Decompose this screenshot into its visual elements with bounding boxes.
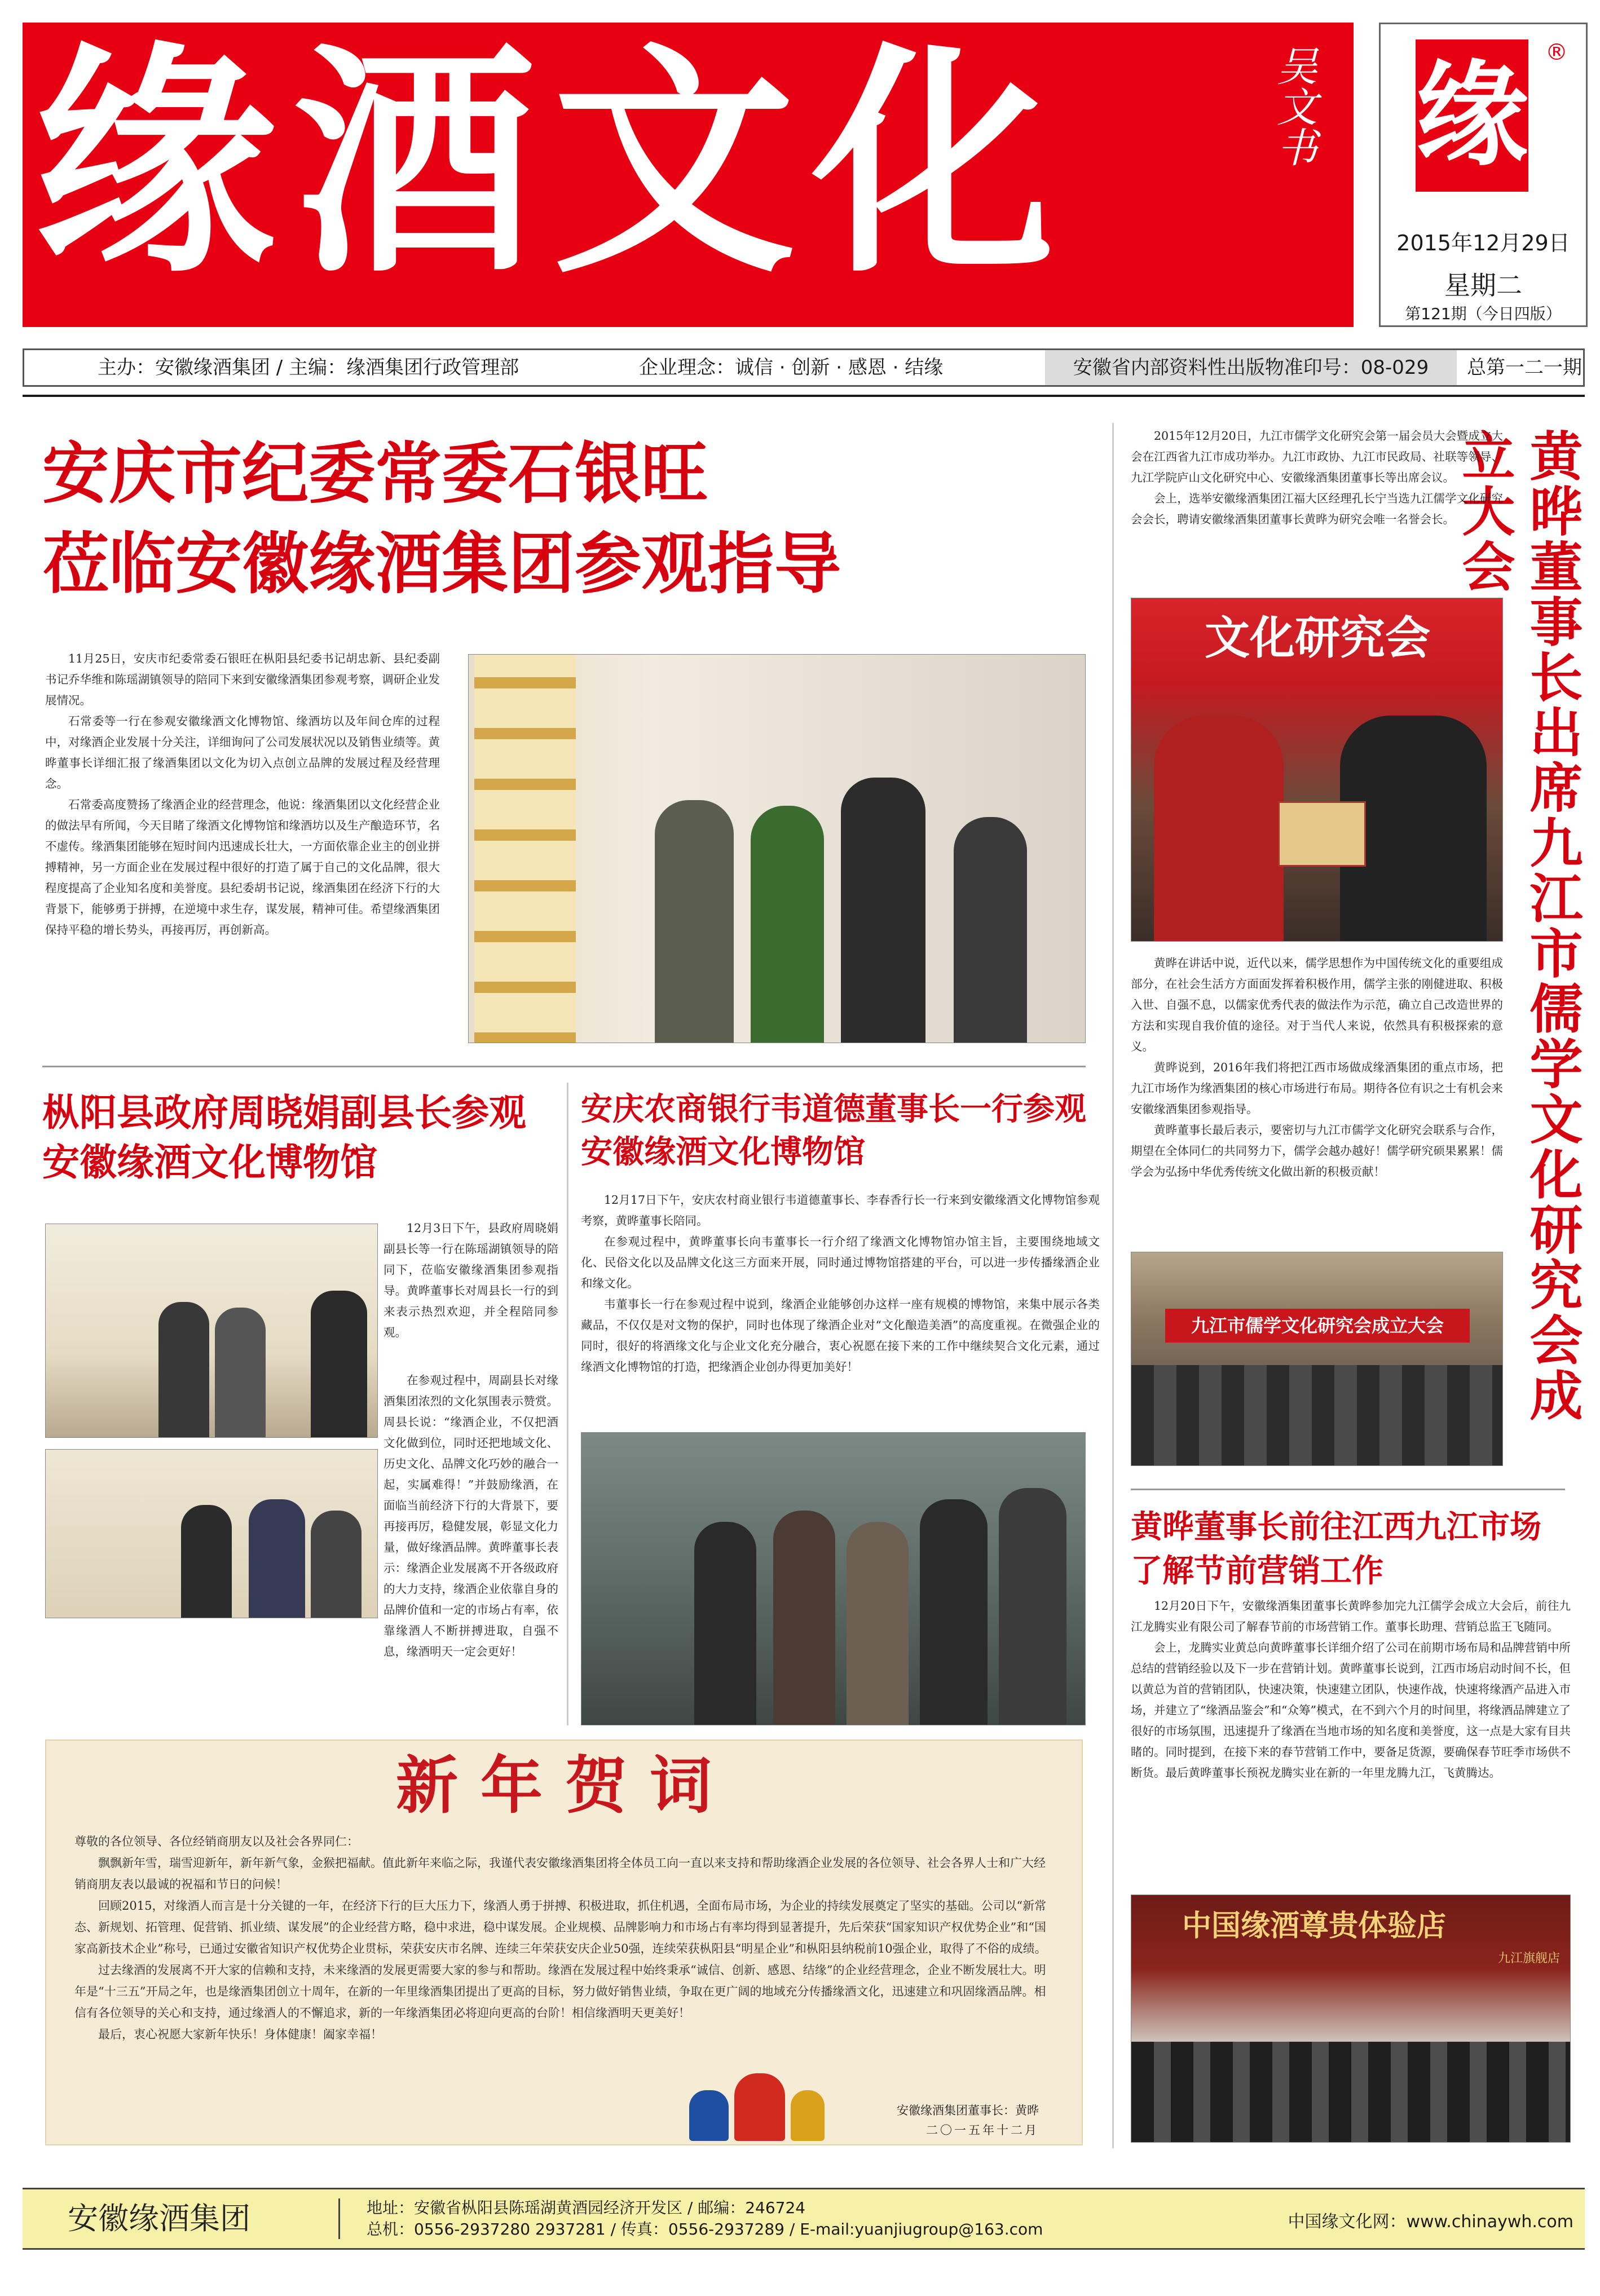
article5-photo-store [1131,1895,1571,2143]
article5-paragraph: 12月20日下午，安徽缘酒集团董事长黄晔参加完九江儒学会成立大会后，前往九江龙腾实业有限公司了解春节前的市场营销工作。董事长助理、营销总监王飞随同。 [1131,1599,1571,1633]
article3-paragraph: 12月17日下午，安庆农村商业银行韦道德董事长、李春香行长一行来到安徽缘酒文化博物馆参观考察，黄晔董事长陪同。 [581,1193,1100,1228]
banner-text: 九江市儒学文化研究会成立大会 [1165,1309,1470,1343]
store-sign: 中国缘酒尊贵体验店 [1182,1909,1447,1943]
article2-paragraph: 12月3日下午，县政府周晓娟副县长等一行在陈瑶湖镇领导的陪同下，莅临安徽缘酒集团参观指导。黄晔董事长对周县长一行的到来表示热烈欢迎，并全程陪同参观。 [384,1221,558,1339]
article1-paragraph: 11月25日，安庆市纪委常委石银旺在枞阳县纪委书记胡忠新、县纪委副书记乔华维和陈瑶湖镇领导的陪同下来到安徽缘酒集团参观考察，调研企业发展情况。 [45,652,440,707]
article4-vertical-headline: 黄晔董事长出席九江市儒学文化研究会成立大会 [1453,429,1582,1423]
banner-text: 文化研究会 [1205,611,1430,664]
article1-headline-line2: 莅临安徽缘酒集团参观指导 [42,525,841,603]
article1-headline-line1: 安庆市纪委常委石银旺 [42,435,708,513]
greeting-title: 新年贺词 [396,1749,734,1822]
greeting-paragraph: 飘飘新年雪，瑞雪迎新年，新年新气象，金猴把福献。值此新年来临之际，我谨代表安徽缘酒集团将全体员工向一直以来支持和帮助缘酒企业发展的各位领导、社会各界人士和广大经销商朋友表以最诚的祝福和节日的问候！ [74,1856,1046,1891]
greeting-paragraph: 过去缘酒的发展离不开大家的信赖和支持，未来缘酒的发展更需要大家的参与和帮助。缘酒在发展过程中始终秉承“诚信、创新、感恩、结缘”的企业经营理念，企业不断发展壮大。明年是“十三五”开局之年，也是缘酒集团创立十周年，在新的一年里缘酒集团提出了更高的目标，努力做好销售业绩，争取在更广阔的地域充分传播缘酒文化，迅速建立和巩固缘酒品牌。相信有各位领导的关心和支持，通过缘酒人的不懈追求，新的一年缘酒集团必将迎向更高的台阶！相信缘酒明天更美好！ [74,1963,1046,2020]
article4-photo-assembly [1131,1252,1503,1466]
total-issue: 总第一二一期 [1467,356,1582,379]
issue-weekday: 星期二 [1444,270,1522,301]
greeting-salutation: 尊敬的各位领导、各位经销商朋友以及社会各界同仁： [74,1835,359,1848]
article3-paragraph: 韦董事长一行在参观过程中说到，缘酒企业能够创办这样一座有规模的博物馆，来集中展示各类藏品，不仅仅是对文物的保护，同时也体现了缘酒企业对“文化酿造美酒”的高度重视。在微强企业的同时，很好的将酒缘文化与企业文化充分融合，衷心祝愿在接下来的工作中继续契合文化元素，通过缘酒文化博物馆的打造，把缘酒企业创办得更加美好！ [581,1297,1100,1374]
greeting-paragraph: 回顾2015，对缘酒人而言是十分关键的一年，在经济下行的巨大压力下，缘酒人勇于拼搏、积极进取，抓住机遇，全面布局市场，为企业的持续发展奠定了坚实的基础。公司以“新常态、新规划、拓管理、促营销、抓业绩、谋发展”的企业经营方略，稳中求进，稳中谋发展。企业规模、品牌影响力和市场占有率均得到显著提升，先后荣获“国家知识产权优势企业”和“国家高新技术企业”称号，已通过安徽省知识产权优势企业贯标，荣获安庆市名牌、连续三年荣获安庆企业50强，连续荣获枞阳县“明星企业”和枞阳县纳税前10强企业，取得了不俗的成绩。 [74,1899,1047,1955]
greeting-date: 二〇一五年十二月 [926,2123,1039,2137]
registered-mark: ® [1545,39,1568,65]
corporate-motto: 企业理念：诚信 · 创新 · 感恩 · 结缘 [639,356,944,379]
section-divider [1131,1489,1565,1490]
article5-headline: 黄晔董事长前往江西九江市场了解节前营销工作 [1131,1509,1541,1589]
issue-date: 2015年12月29日 [1396,231,1570,255]
company-address: 地址：安徽省枞阳县陈瑶湖黄酒园经济开发区 / 邮编：246724 [367,2198,806,2217]
publisher-info: 主办：安徽缘酒集团 / 主编：缘酒集团行政管理部 [98,356,519,379]
article4-paragraph: 黄晔董事长最后表示，要密切与九江市儒学文化研究会联系与合作，期望在全体同仁的共同努力下，儒学会越办越好！儒学研究硕果累累！儒学会为弘扬中华优秀传统文化做出新的积极贡献！ [1131,1123,1503,1178]
new-year-greeting [45,1739,1083,2145]
newspaper-title: 缘酒文化 [34,21,1072,306]
article1-photo [468,654,1086,1043]
column-divider [1112,423,1114,2148]
article5-body [1131,1596,1571,1783]
brand-logo: 缘 [1416,39,1528,192]
article3-photo [581,1432,1086,1725]
article1-paragraph: 石常委等一行在参观安徽缘酒文化博物馆、缘酒坊以及年间仓库的过程中，对缘酒企业发展十分关注，详细询问了公司发展状况以及销售业绩等。黄晔董事长详细汇报了缘酒集团以文化为切入点创立品牌的发展过程及经营理念。 [45,714,440,791]
column-divider [567,1083,568,1725]
article2-headline: 枞阳县政府周晓娟副县长参观安徽缘酒文化博物馆 [42,1091,526,1184]
company-name: 安徽缘酒集团 [68,2201,250,2236]
header-rule [23,395,1585,397]
article2-body-cont [45,1370,558,1662]
greeting-signature: 安徽缘酒集团董事长：黄晔 [897,2104,1039,2117]
website-link[interactable]: 中国缘文化网：www.chinaywh.com [1288,2212,1573,2232]
article2-paragraph: 在参观过程中，周副县长对缘酒集团浓烈的文化氛围表示赞赏。周县长说：“缘酒企业，不仅把酒文化做到位，同时还把地域文化、历史文化、品牌文化巧妙的融合一起，实属难得！”并鼓励缘酒，在面临当前经济下行的大背景下，要再接再厉，稳健发展，彰显文化力量，做好缘酒品牌。黄晔董事长表示：缘酒企业发展离不开各级政府的大力支持，缘酒企业依靠自身的品牌价值和一定的市场占有率，依靠缘酒人不断拼搏进取，自强不息，缘酒明天一定会更好！ [384,1374,558,1658]
issue-number: 第121期（今日四版） [1405,304,1562,323]
article4-paragraph: 会上，选举安徽缘酒集团江福大区经理孔长宁当选九江儒学文化研究会会长，聘请安徽缘酒集团董事长黄晔为研究会唯一名誉会长。 [1131,492,1503,526]
article2-body [384,1218,558,1343]
article4-photo-ceremony [1131,598,1503,942]
article4-body-bottom [1131,953,1503,1182]
footer-divider [338,2198,340,2239]
company-phone: 总机：0556-2937280 2937281 / 传真：0556-2937289 / E-mail:yuanjiugroup@163.com [367,2220,1043,2238]
info-bar [23,348,1585,387]
article3-body [581,1190,1100,1377]
greeting-paragraph: 最后，衷心祝愿大家新年快乐！身体健康！阖家幸福！ [98,2028,382,2041]
article3-headline: 安庆农商银行韦道德董事长一行参观安徽缘酒文化博物馆 [581,1091,1086,1171]
calligraphy-signature: 吴文书 [1270,45,1317,167]
article3-paragraph: 在参观过程中，黄晔董事长向韦董事长一行介绍了缘酒文化博物馆办馆主旨，主要围绕地域文化、民俗文化以及品牌文化这三方面来开展，同时通过博物馆搭建的平台，可以进一步传播缘酒企业和缘文化。 [581,1235,1100,1290]
publication-license: 安徽省内部资料性出版物准印号：08-029 [1045,350,1457,385]
article1-body [45,648,440,941]
article1-paragraph: 石常委高度赞扬了缘酒企业的经营理念，他说：缘酒集团以文化经营企业的做法早有所闻，今天目睹了缘酒文化博物馆和缘酒坊以及生产酿造环节，名不虚传。缘酒集团能够在短时间内迅速成长壮大，一方面依靠企业主的创业拼搏精神，另一方面企业在发展过程中很好的打造了属于自己的文化品牌，很大程度提高了企业知名度和美誉度。县纪委胡书记说，缘酒集团在经济下行的大背景下，能够勇于拼搏，在逆境中求生存，谋发展，精神可佳。希望缘酒集团保持平稳的增长势头，再接再厉，再创新高。 [45,798,440,937]
article5-paragraph: 会上，龙腾实业黄总向黄晔董事长详细介绍了公司在前期市场布局和品牌营销中所总结的营销经验以及下一步在营销计划。黄晔董事长说到，江西市场启动时间不长，但以黄总为首的营销团队，快速决策，快速建立团队，快速作战，快速将缘酒产品进入市场，并建立了“缘酒品鉴会”和“众筹”模式，在不到六个月的时间里，将缘酒品牌建立了很好的市场氛围，迅速提升了缘酒在当地市场的知名度和美誉度，这一点是大家有目共睹的。同时提到，在接下来的春节营销工作中，要备足货源，要确保春节旺季市场供不断货。最后黄晔董事长预祝龙腾实业在新的一年里龙腾九江，飞黄腾达。 [1131,1641,1571,1780]
article4-paragraph: 2015年12月20日，九江市儒学文化研究会第一届会员大会暨成立大会在江西省九江市成功举办。九江市政协、九江市民政局、社联等领导、九江学院庐山文化研究中心、安徽缘酒集团董事长等出席会议。 [1131,429,1503,484]
footer-bar [23,2188,1585,2250]
article4-paragraph: 黄晔说到，2016年我们将把江西市场做成缘酒集团的重点市场，把九江市场作为缘酒集团的核心市场进行布局。期待各位有识之士有机会来安徽缘酒集团参观指导。 [1131,1061,1503,1116]
greeting-body [74,1831,1056,2045]
article4-body-top [1131,426,1503,530]
store-sub: 九江旗舰店 [1497,1951,1560,1966]
company-contact [367,2197,1184,2240]
article4-paragraph: 黄晔在讲话中说，近代以来，儒学思想作为中国传统文化的重要组成部分，在社会生活方方面面发挥着积极作用，儒学主张的刚健进取、积极入世、自强不息，以儒家优秀代表的做法作为示范，确立自己改造世界的方法和实现自我价值的途径。对于当代人来说，依然具有积极探索的意义。 [1131,956,1503,1053]
section-divider [42,1066,1086,1067]
